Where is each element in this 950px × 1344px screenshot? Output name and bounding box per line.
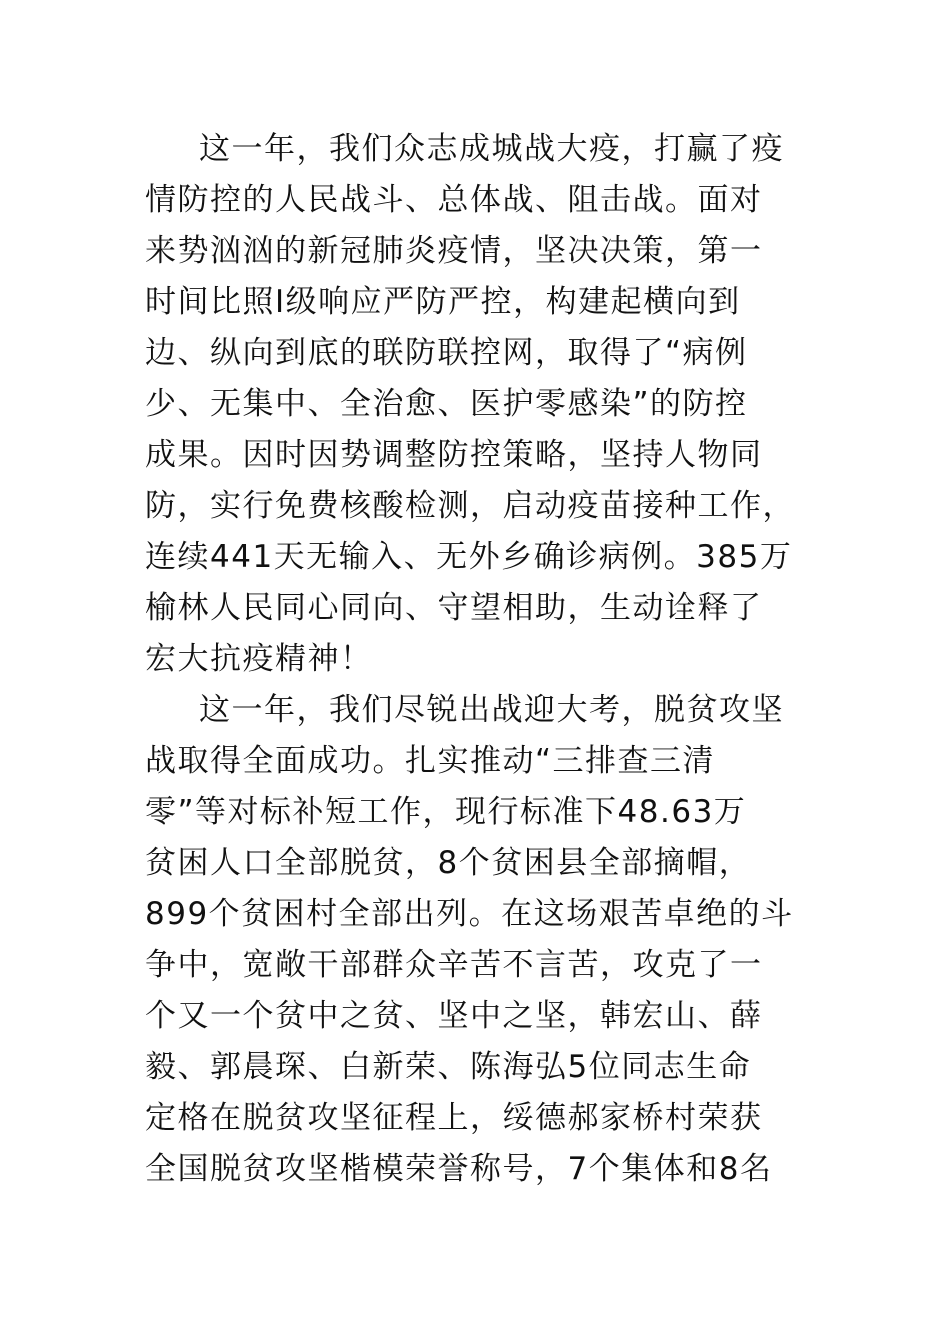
text-line: 争中，宽敞干部群众辛苦不言苦，攻克了一 — [145, 947, 763, 983]
text-line: 毅、郭晨琛、白新荣、陈海弘5位同志生命 — [145, 1049, 752, 1085]
text-line: 定格在脱贫攻坚征程上，绥德郝家桥村荣获 — [145, 1100, 763, 1136]
text-line: 战取得全面成功。扎实推动“三排查三清 — [145, 743, 716, 779]
text-line: 零”等对标补短工作，现行标准下48.63万 — [145, 794, 747, 830]
text-line: 情防控的人民战斗、总体战、阻击战。面对 — [145, 182, 763, 218]
text-line: 防，实行免费核酸检测，启动疫苗接种工作， — [145, 488, 795, 524]
text-line: 899个贫困村全部出列。在这场艰苦卓绝的斗 — [145, 896, 794, 932]
text-line: 个又一个贫中之贫、坚中之坚，韩宏山、薛 — [145, 998, 763, 1034]
text-line: 这一年，我们众志成城战大疫，打赢了疫 — [199, 131, 784, 167]
text-line: 边、纵向到底的联防联控网，取得了“病例 — [145, 335, 748, 371]
text-line: 这一年，我们尽锐出战迎大考，脱贫攻坚 — [199, 692, 784, 728]
text-line: 全国脱贫攻坚楷模荣誉称号，7个集体和8名 — [145, 1151, 773, 1187]
text-line: 少、无集中、全治愈、医护零感染”的防控 — [145, 386, 748, 422]
text-line: 时间比照Ⅰ级响应严防严控，构建起横向到 — [145, 284, 741, 320]
text-line: 连续441天无输入、无外乡确诊病例。385万 — [145, 539, 793, 575]
paragraph-poverty — [145, 685, 825, 1195]
text-line: 成果。因时因势调整防控策略，坚持人物同 — [145, 437, 763, 473]
text-line: 贫困人口全部脱贫，8个贫困县全部摘帽， — [145, 845, 752, 881]
text-line: 榆林人民同心同向、守望相助，生动诠释了 — [145, 590, 763, 626]
text-line: 宏大抗疫精神！ — [145, 641, 373, 677]
paragraph-epidemic — [145, 124, 825, 685]
text-line: 来势汹汹的新冠肺炎疫情，坚决决策，第一 — [145, 233, 763, 269]
